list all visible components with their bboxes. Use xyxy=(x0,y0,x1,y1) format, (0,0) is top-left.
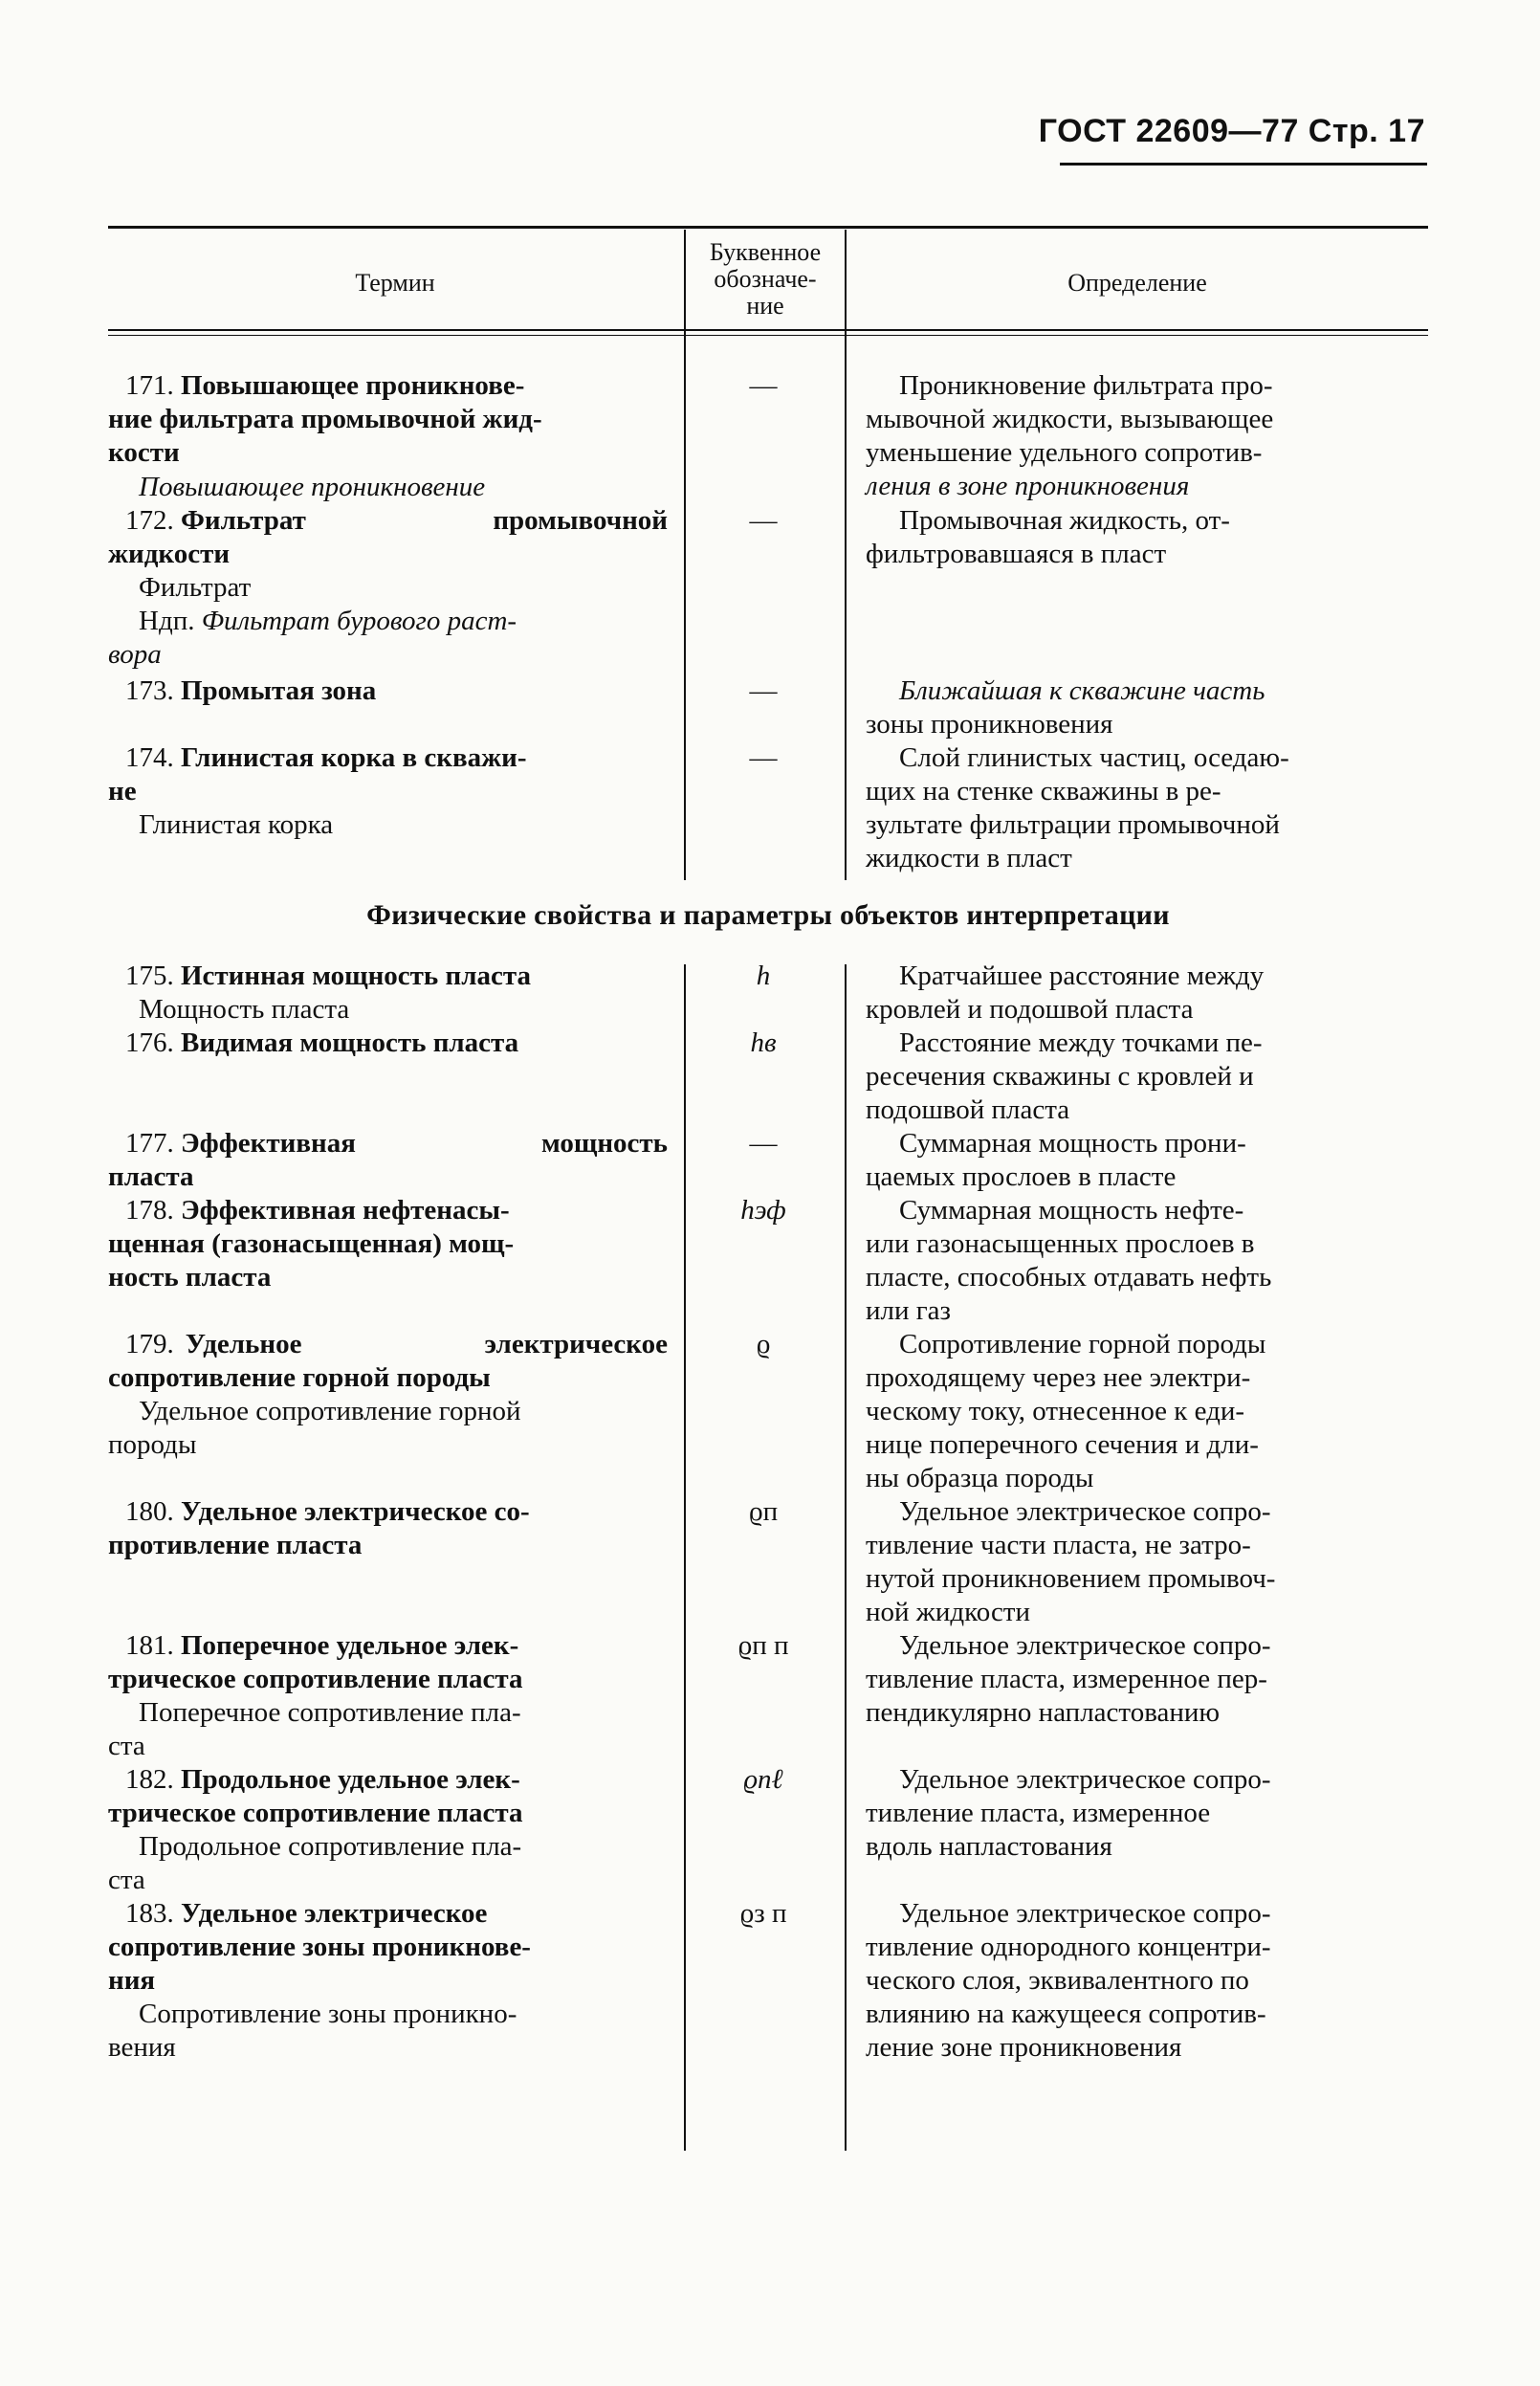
term-180 xyxy=(108,1495,668,1562)
term-178-text-3: ность пласта xyxy=(108,1262,272,1292)
definition-171-line-4: ления в зоне проникновения xyxy=(866,471,1190,501)
term-number: 176. xyxy=(125,1027,174,1058)
term-number: 172. xyxy=(125,505,174,536)
term-181-line-1 xyxy=(108,1629,668,1663)
term-172 xyxy=(108,504,668,571)
term-number: 183. xyxy=(125,1898,174,1929)
term-172-line-2 xyxy=(108,538,668,571)
definition-177-line-2: цаемых прослоев в пласте xyxy=(866,1161,1177,1192)
term-183-line-2 xyxy=(108,1931,668,1964)
definition-180-line-4: ной жидкости xyxy=(866,1597,1031,1627)
term-number: 181. xyxy=(125,1630,174,1661)
definition-177 xyxy=(866,1127,1427,1194)
definition-178-line-3: пласте, способных отдавать нефть xyxy=(866,1262,1272,1292)
synonym-172: Фильтрат xyxy=(139,572,252,603)
term-174-line-2 xyxy=(108,775,668,808)
section-title: Физические свойства и параметры объектов интерпретации xyxy=(366,899,1170,931)
definition-183-line-3: ческого слоя, эквивалентного по xyxy=(866,1965,1249,1996)
column-header-symbol xyxy=(686,239,845,320)
term-172-part-a xyxy=(125,504,306,538)
term-179-text-1: Удельное электрическое xyxy=(185,1329,668,1359)
term-180-text-1: Удельное электрическое со- xyxy=(181,1496,530,1527)
term-172-text-1b: промывочной xyxy=(493,505,668,536)
definition-182-line-3: вдоль напластования xyxy=(866,1831,1112,1862)
definition-173 xyxy=(866,674,1427,741)
definition-183-line-5: ление зоне проникновения xyxy=(866,2032,1182,2063)
definition-179-line-5: ны образца породы xyxy=(866,1463,1094,1493)
term-174 xyxy=(108,741,668,808)
definition-182-line-2: тивление пласта, измеренное xyxy=(866,1798,1211,1828)
term-179-num-wrap xyxy=(125,1328,174,1361)
term-177-text-1b: мощность xyxy=(540,1128,668,1159)
col-divider-1-top xyxy=(684,230,686,880)
column-header-symbol-line-2: обозначе- xyxy=(714,265,817,293)
symbol-182: ϱпℓ xyxy=(743,1764,783,1795)
definition-183-line-2: тивление однородного концентри- xyxy=(866,1932,1271,1962)
symbol-171: — xyxy=(749,370,778,401)
synonym-174: Глинистая корка xyxy=(139,809,334,840)
col-divider-2-bottom xyxy=(845,964,847,2151)
deprecated-172 xyxy=(139,605,670,638)
term-178-line-3 xyxy=(108,1261,668,1294)
symbol-174: — xyxy=(749,742,778,773)
term-179-text-2: сопротивление горной породы xyxy=(108,1362,491,1393)
symbol-179: ϱ xyxy=(756,1329,771,1359)
term-182-text-1: Продольное удельное элек- xyxy=(181,1764,520,1795)
synonym-183: Сопротивление зоны проникно- xyxy=(139,1999,517,2029)
symbol-177: — xyxy=(749,1128,778,1159)
term-177-text-2: пласта xyxy=(108,1161,194,1192)
definition-179 xyxy=(866,1328,1427,1495)
col-divider-1-bottom xyxy=(684,964,686,2151)
term-180-text-2: противление пласта xyxy=(108,1530,363,1560)
table-top-rule xyxy=(108,226,1428,229)
synonym-181-cont: ста xyxy=(108,1731,145,1761)
definition-172-line-2: фильтровавшаяся в пласт xyxy=(866,539,1167,569)
term-181-text-2: трическое сопротивление пласта xyxy=(108,1664,523,1694)
term-171-line-2 xyxy=(108,403,668,436)
symbol-181: ϱп п xyxy=(737,1630,789,1661)
term-171-line-1 xyxy=(108,369,668,403)
synonym-175: Мощность пласта xyxy=(139,994,350,1025)
term-183 xyxy=(108,1897,668,1998)
term-177-line-2 xyxy=(108,1160,668,1194)
definition-173-text-1: Ближайшая к скважине часть xyxy=(899,675,1265,706)
term-177-part-a xyxy=(125,1127,356,1160)
term-174-text-1: Глинистая корка в скважи- xyxy=(181,742,527,773)
term-179 xyxy=(108,1328,668,1395)
term-176 xyxy=(108,1027,668,1060)
column-header-symbol-line-1: Буквенное xyxy=(709,238,822,266)
definition-179-line-4: нице поперечного сечения и дли- xyxy=(866,1429,1259,1460)
synonym-181: Поперечное сопротивление пла- xyxy=(139,1697,521,1728)
definition-176-line-3: подошвой пласта xyxy=(866,1094,1070,1125)
term-number: 180. xyxy=(125,1496,174,1527)
definition-181-line-2: тивление пласта, измеренное пер- xyxy=(866,1664,1267,1694)
definition-178-line-2: или газонасыщенных прослоев в xyxy=(866,1228,1255,1259)
term-180-line-1 xyxy=(108,1495,668,1529)
term-177-line-1 xyxy=(108,1127,668,1160)
term-number: 175. xyxy=(125,961,174,991)
term-178-text-1: Эффективная нефтенасы- xyxy=(181,1195,510,1226)
symbol-172: — xyxy=(749,505,778,536)
term-number: 174. xyxy=(125,742,174,773)
term-178-line-2 xyxy=(108,1227,668,1261)
definition-179-line-3: ческому току, отнесенное к еди- xyxy=(866,1396,1245,1426)
synonym-182-cont: ста xyxy=(108,1865,145,1895)
definition-180 xyxy=(866,1495,1427,1629)
definition-171-line-2: мывочной жидкости, вызывающее xyxy=(866,404,1274,434)
definition-173-line-2: зоны проникновения xyxy=(866,709,1113,740)
term-178-text-2: щенная (газонасыщенная) мощ- xyxy=(108,1228,515,1259)
definition-178-line-1: Суммарная мощность нефте- xyxy=(899,1195,1244,1226)
definition-182-line-1: Удельное электрическое сопро- xyxy=(899,1764,1271,1795)
term-172-line-1 xyxy=(108,504,668,538)
symbol-180: ϱп xyxy=(748,1496,779,1527)
term-173 xyxy=(108,674,668,708)
definition-171-line-3: уменьшение удельного сопротив- xyxy=(866,437,1263,468)
deprecated-label: Ндп. xyxy=(139,606,195,636)
synonym-183-cont: вения xyxy=(108,2032,176,2063)
definition-176 xyxy=(866,1027,1427,1127)
term-175 xyxy=(108,960,668,993)
definition-172-line-1: Промывочная жидкость, от- xyxy=(899,505,1230,536)
term-171-line-3 xyxy=(108,436,668,470)
term-number: 177. xyxy=(125,1128,174,1159)
synonym-179: Удельное сопротивление горной xyxy=(139,1396,521,1426)
term-183-line-3 xyxy=(108,1964,668,1998)
definition-173-line-1 xyxy=(866,674,1427,708)
symbol-183: ϱз п xyxy=(739,1898,787,1929)
term-number: 179. xyxy=(125,1329,174,1359)
table-head-rule xyxy=(108,329,1428,331)
definition-178 xyxy=(866,1194,1427,1328)
definition-174-line-4: жидкости в пласт xyxy=(866,843,1072,873)
term-180-line-2 xyxy=(108,1529,668,1562)
term-171-text-2: ние фильтрата промывочной жид- xyxy=(108,404,542,434)
definition-181 xyxy=(866,1629,1427,1730)
term-183-text-1: Удельное электрическое xyxy=(181,1898,488,1929)
term-181 xyxy=(108,1629,668,1696)
col-divider-2-top xyxy=(845,230,847,880)
term-173-text: Промытая зона xyxy=(181,675,377,706)
term-182 xyxy=(108,1763,668,1830)
definition-175-line-2: кровлей и подошвой пласта xyxy=(866,994,1194,1025)
definition-178-line-4: или газ xyxy=(866,1295,951,1326)
term-172-text-1a: Фильтрат xyxy=(181,505,306,536)
definition-175 xyxy=(866,960,1427,1027)
header-underline xyxy=(1060,163,1427,166)
page-header: ГОСТ 22609—77 Стр. 17 xyxy=(1038,113,1425,149)
term-177-text-1a: Эффективная xyxy=(181,1128,356,1159)
definition-175-line-1: Кратчайшее расстояние между xyxy=(899,961,1265,991)
definition-183 xyxy=(866,1897,1427,2065)
definition-177-line-1: Суммарная мощность прони- xyxy=(899,1128,1246,1159)
symbol-173: — xyxy=(749,675,778,706)
symbol-176: hв xyxy=(750,1027,777,1058)
term-174-text-2: не xyxy=(108,776,137,806)
term-175-text: Истинная мощность пласта xyxy=(181,961,531,991)
definition-180-line-2: тивление части пласта, не затро- xyxy=(866,1530,1251,1560)
column-header-term: Термин xyxy=(355,269,435,297)
definition-179-line-1: Сопротивление горной породы xyxy=(899,1329,1266,1359)
term-181-line-2 xyxy=(108,1663,668,1696)
definition-182 xyxy=(866,1763,1427,1864)
definition-174-line-2: щих на стенке скважины в ре- xyxy=(866,776,1221,806)
definition-171-line-1: Проникновение фильтрата про- xyxy=(899,370,1273,401)
term-178-line-1 xyxy=(108,1194,668,1227)
term-179-line-2 xyxy=(108,1361,668,1395)
definition-179-line-2: проходящему через нее электри- xyxy=(866,1362,1251,1393)
deprecated-term: Фильтрат бурового раст- xyxy=(201,606,517,636)
term-181-text-1: Поперечное удельное элек- xyxy=(181,1630,519,1661)
term-182-line-1 xyxy=(108,1763,668,1797)
symbol-178: hэф xyxy=(740,1195,786,1226)
deprecated-172-cont: вора xyxy=(108,639,162,670)
definition-180-line-3: нутой проникновением промывоч- xyxy=(866,1563,1276,1594)
term-182-text-2: трическое сопротивление пласта xyxy=(108,1798,523,1828)
table-head-rule-2 xyxy=(108,335,1428,336)
definition-176-line-1: Расстояние между точками пе- xyxy=(899,1027,1263,1058)
definition-172 xyxy=(866,504,1427,571)
definition-183-line-4: влиянию на кажущееся сопротив- xyxy=(866,1999,1266,2029)
term-179-line-1 xyxy=(108,1328,668,1361)
term-182-line-2 xyxy=(108,1797,668,1830)
term-number: 178. xyxy=(125,1195,174,1226)
synonym-182: Продольное сопротивление пла- xyxy=(139,1831,522,1862)
symbol-175: h xyxy=(756,961,771,991)
column-header-symbol-line-3: ние xyxy=(746,292,784,320)
definition-171 xyxy=(866,369,1427,503)
term-172-text-2: жидкости xyxy=(108,539,231,569)
term-183-text-3: ния xyxy=(108,1965,156,1996)
term-183-text-2: сопротивление зоны проникнове- xyxy=(108,1932,531,1962)
definition-180-line-1: Удельное электрическое сопро- xyxy=(899,1496,1271,1527)
synonym-171: Повышающее проникновение xyxy=(139,472,486,502)
definition-181-line-1: Удельное электрическое сопро- xyxy=(899,1630,1271,1661)
term-number: 171. xyxy=(125,370,174,401)
term-171-text-3: кости xyxy=(108,437,180,468)
term-183-line-1 xyxy=(108,1897,668,1931)
definition-174-line-1: Слой глинистых частиц, оседаю- xyxy=(899,742,1289,773)
term-number: 173. xyxy=(125,675,174,706)
synonym-179-cont: породы xyxy=(108,1429,197,1460)
term-177 xyxy=(108,1127,668,1194)
column-header-definition: Определение xyxy=(1067,269,1207,297)
term-174-line-1 xyxy=(108,741,668,775)
definition-181-line-3: пендикулярно напластованию xyxy=(866,1697,1221,1728)
definition-176-line-2: ресечения скважины с кровлей и xyxy=(866,1061,1254,1092)
term-number: 182. xyxy=(125,1764,174,1795)
definition-183-line-1: Удельное электрическое сопро- xyxy=(899,1898,1271,1929)
term-178 xyxy=(108,1194,668,1294)
term-171 xyxy=(108,369,668,470)
term-176-text: Видимая мощность пласта xyxy=(181,1027,519,1058)
term-171-text-1: Повышающее проникнове- xyxy=(181,370,525,401)
definition-174-line-3: зультате фильтрации промывочной xyxy=(866,809,1280,840)
definition-174 xyxy=(866,741,1427,875)
